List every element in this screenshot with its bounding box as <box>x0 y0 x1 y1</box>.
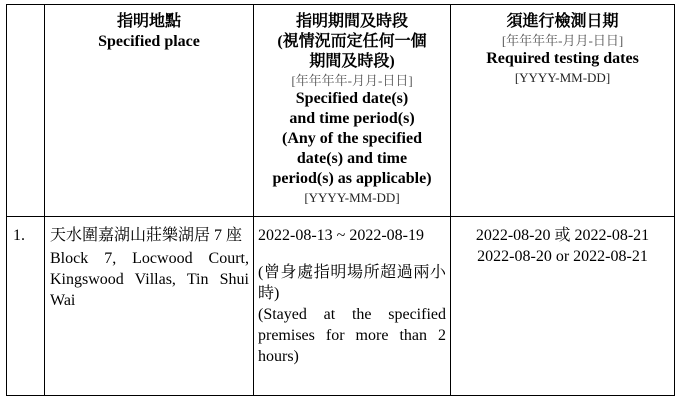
header-number-cell <box>7 5 45 217</box>
header-period-zh-1: 指明期間及時段 <box>295 13 408 30</box>
header-period-en-2: and time period(s) <box>289 110 415 127</box>
row-place-zh: 天水圍嘉湖山莊樂湖居 7 座 <box>50 227 243 244</box>
header-period-format-zh: [年年年年-月月-日日] <box>291 73 413 88</box>
header-period-en-1: Specified date(s) <box>295 90 409 107</box>
row-period-note-en: (Stayed at the specified premises for more than 2 hours) <box>258 306 446 365</box>
header-row <box>7 5 675 217</box>
row-place-cell <box>45 217 254 396</box>
row-dates-zh: 2022-08-20 或 2022-08-21 <box>475 227 650 244</box>
row-dates-en: 2022-08-20 or 2022-08-21 <box>477 248 648 265</box>
header-dates-en: Required testing dates <box>486 50 639 67</box>
header-period-en-5: period(s) as applicable) <box>272 170 432 187</box>
header-place-zh: 指明地點 <box>116 13 181 30</box>
specified-places-table <box>6 4 675 396</box>
header-period-zh-2: (視情況而定任何一個 <box>277 33 427 50</box>
header-place-cell <box>45 5 254 217</box>
header-dates-format-zh: [年年年年-月月-日日] <box>501 33 624 48</box>
row-period-cell <box>254 217 451 396</box>
header-dates-zh: 須進行檢測日期 <box>506 13 619 30</box>
row-dates-cell <box>451 217 675 396</box>
header-period-en-4: date(s) and time <box>296 150 408 167</box>
header-place-en: Specified place <box>98 33 200 50</box>
header-period-cell <box>254 5 451 217</box>
row-place-en: Block 7, Locwood Court, Kingswood Villas, Tin Shui Wai <box>50 250 249 309</box>
row-period-range: 2022-08-13 ~ 2022-08-19 <box>258 227 424 244</box>
header-dates-format-en: [YYYY-MM-DD] <box>514 70 611 85</box>
header-dates-cell <box>451 5 675 217</box>
table-row <box>7 217 675 396</box>
row-period-note-zh: (曾身處指明場所超過兩小時) <box>258 264 446 302</box>
row-number: 1. <box>7 217 45 396</box>
header-period-format-en: [YYYY-MM-DD] <box>304 190 400 205</box>
header-period-zh-3: 期間及時段) <box>309 53 395 70</box>
header-period-en-3: (Any of the specified <box>282 130 422 147</box>
